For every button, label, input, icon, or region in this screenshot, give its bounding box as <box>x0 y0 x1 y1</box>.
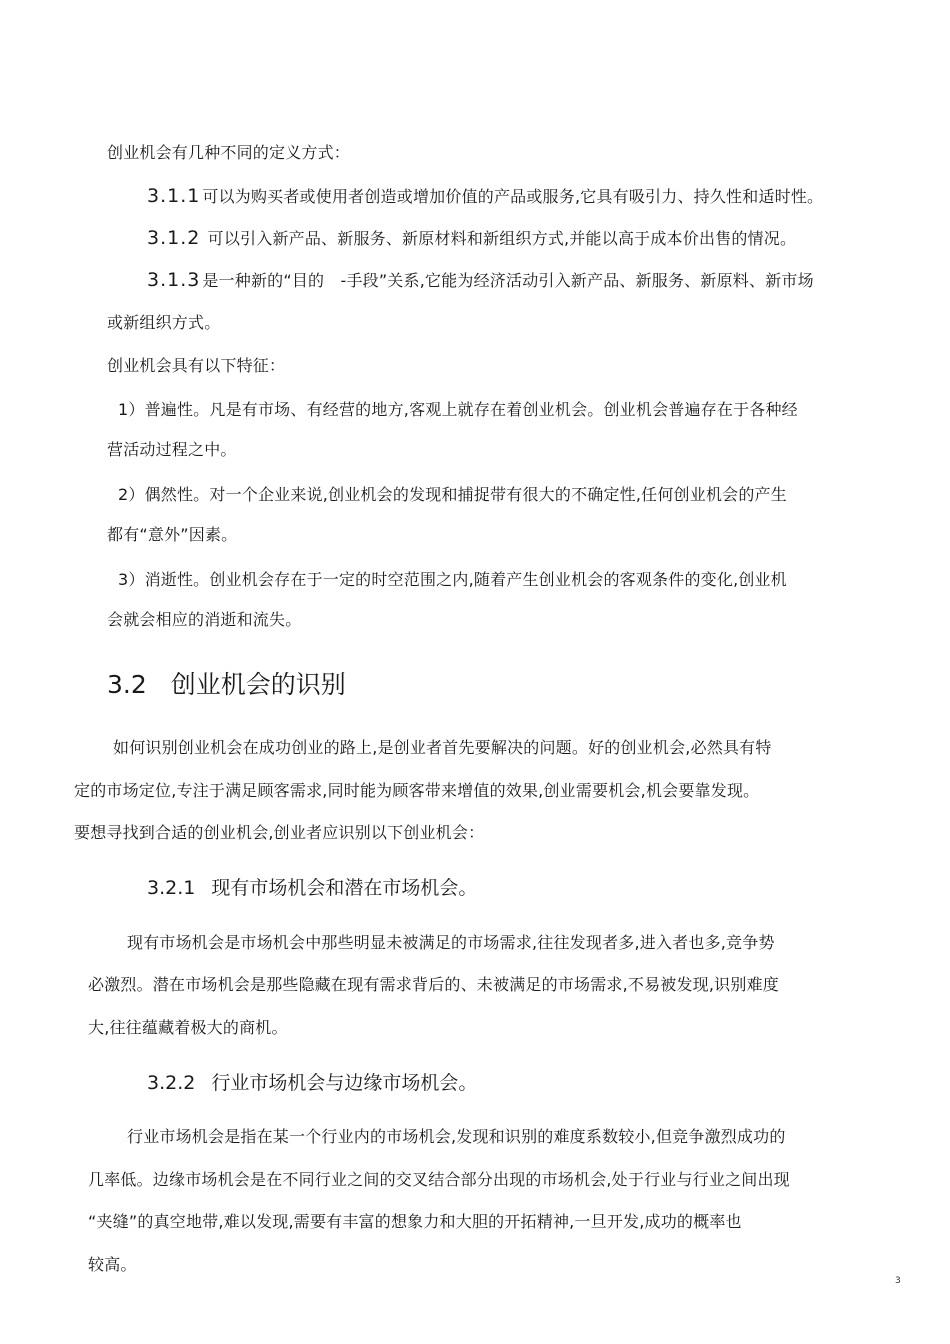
feature-item-1-line2: 营活动过程之中。 <box>107 440 237 459</box>
definition-item-3 <box>147 269 814 292</box>
definition-text: 可以引入新产品、新服务、新原材料和新组织方式,并能以高于成本价出售的情况。 <box>207 229 797 248</box>
definition-text: 可以为购买者或使用者创造或增加价值的产品或服务,它具有吸引力、持久性和适时性。 <box>202 187 824 206</box>
definition-item-2 <box>147 227 796 250</box>
feature-item-3-line1: 3）消逝性。创业机会存在于一定的时空范围之内,随着产生创业机会的客观条件的变化,创业机 <box>118 570 787 589</box>
section-heading <box>107 669 346 701</box>
subsection-1-line1: 现有市场机会是市场机会中那些明显未被满足的市场需求,往往发现者多,进入者也多,竞争势 <box>127 933 775 952</box>
section-paragraph-line2: 定的市场定位,专注于满足顾客需求,同时能为顾客带来增值的效果,创业需要机会,机会要靠发现。 <box>74 781 760 800</box>
subsection-number: 3.2.2 <box>147 1072 196 1094</box>
section-title: 创业机会的识别 <box>170 670 346 699</box>
features-intro: 创业机会具有以下特征： <box>107 356 286 375</box>
subsection-2-line1: 行业市场机会是指在某一个行业内的市场机会,发现和识别的难度系数较小,但竞争激烈成功的 <box>127 1127 786 1146</box>
definition-text-continued: 或新组织方式。 <box>107 313 221 332</box>
subsection-heading-1 <box>147 875 477 901</box>
definition-number: 3.1.2 <box>147 227 201 249</box>
definitions-intro: 创业机会有几种不同的定义方式： <box>107 143 351 162</box>
feature-item-1-line1: 1）普遍性。凡是有市场、有经营的地方,客观上就存在着创业机会。创业机会普遍存在于各种经 <box>118 400 798 419</box>
section-paragraph-line3: 要想寻找到合适的创业机会,创业者应识别以下创业机会： <box>74 823 485 842</box>
section-paragraph-line1: 如何识别创业机会在成功创业的路上,是创业者首先要解决的问题。好的创业机会,必然具有特 <box>113 738 772 757</box>
feature-item-2-line2: 都有“意外”因素。 <box>107 525 238 544</box>
definition-number: 3.1.1 <box>147 185 201 207</box>
section-number: 3.2 <box>107 670 147 699</box>
definition-item-1 <box>147 185 823 208</box>
subsection-title: 行业市场机会与边缘市场机会。 <box>211 1072 478 1094</box>
subsection-2-line2: 几率低。边缘市场机会是在不同行业之间的交叉结合部分出现的市场机会,处于行业与行业之间出现 <box>88 1170 790 1189</box>
subsection-1-line3: 大,往往蕴藏着极大的商机。 <box>88 1018 288 1037</box>
feature-item-2-line1: 2）偶然性。对一个企业来说,创业机会的发现和捕捉带有很大的不确定性,任何创业机会的产生 <box>118 485 787 504</box>
subsection-2-line4: 较高。 <box>88 1255 137 1274</box>
subsection-2-line3: “夹缝”的真空地带,难以发现,需要有丰富的想象力和大胆的开拓精神,一旦开发,成功的概率也 <box>88 1212 742 1231</box>
subsection-title: 现有市场机会和潜在市场机会。 <box>211 877 478 899</box>
definition-number: 3.1.3 <box>147 269 201 291</box>
subsection-1-line2: 必激烈。潜在市场机会是那些隐藏在现有需求背后的、未被满足的市场需求,不易被发现,识别难度 <box>88 975 779 994</box>
definition-text: 是一种新的“目的 -手段”关系,它能为经济活动引入新产品、新服务、新原料、新市场 <box>202 271 814 290</box>
page-number: 3 <box>895 1276 901 1286</box>
subsection-heading-2 <box>147 1070 477 1096</box>
subsection-number: 3.2.1 <box>147 877 196 899</box>
feature-item-3-line2: 会就会相应的消逝和流失。 <box>107 610 302 629</box>
